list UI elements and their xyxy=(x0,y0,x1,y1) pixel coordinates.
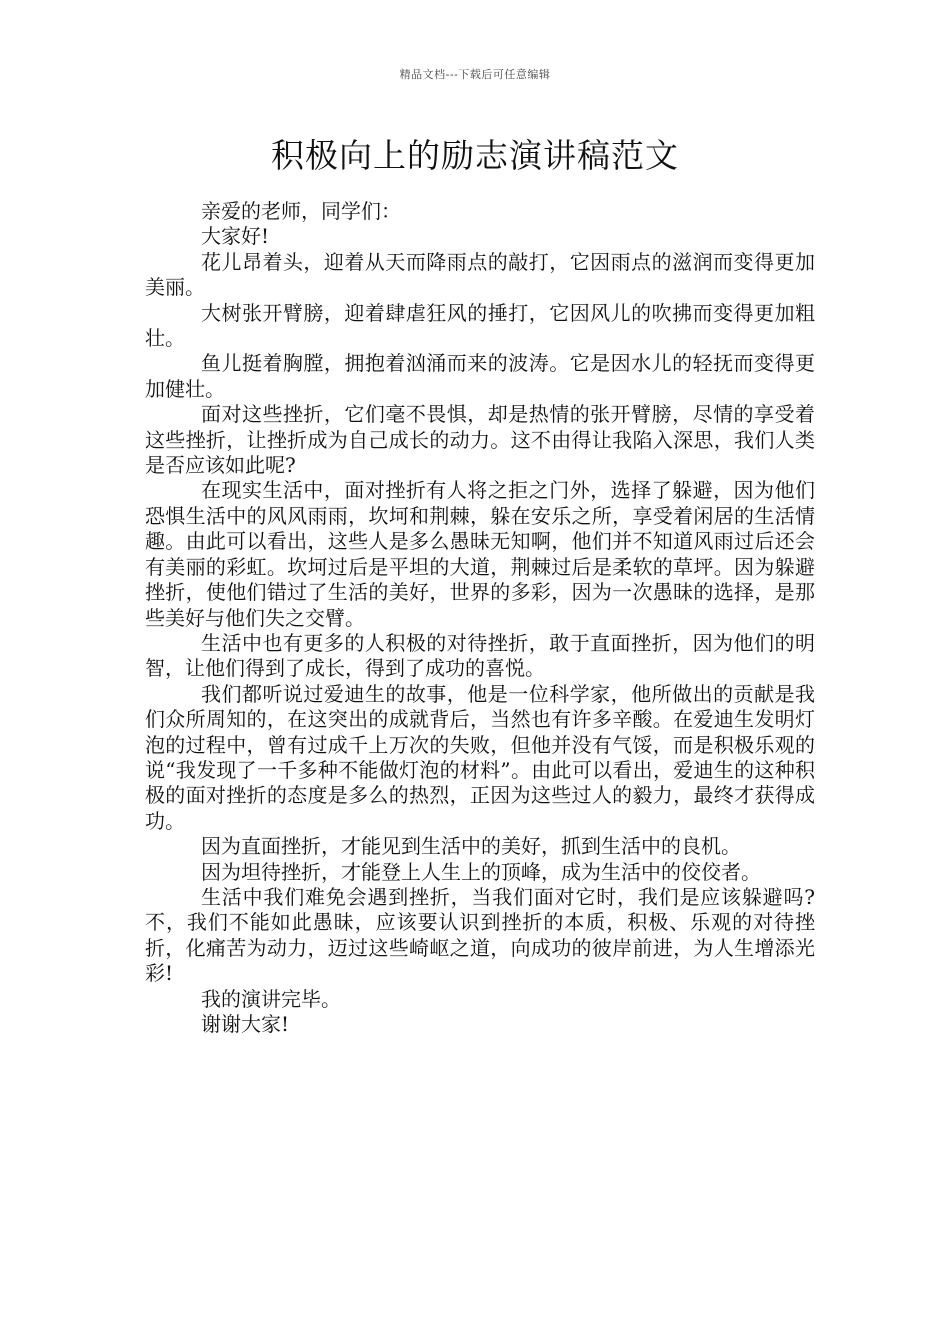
paragraph: 在现实生活中，面对挫折有人将之拒之门外，选择了躲避，因为他们恐惧生活中的风风雨雨，坎坷和荆棘，躲在安乐之所，享受着闲居的生活情趣。由此可以看出，这些人是多么愚昧无知啊，他们并不知道风雨过后还会有美丽的彩虹。坎坷过后是平坦的大道，荆棘过后是柔软的草坪。因为躲避挫折，使他们错过了生活的美好，世界的多彩，因为一次愚昧的选择，是那些美好与他们失之交臂。 xyxy=(145,478,815,630)
document-body xyxy=(145,199,815,1037)
paragraph: 面对这些挫折，它们毫不畏惧，却是热情的张开臂膀，尽情的享受着这些挫折，让挫折成为自己成长的动力。这不由得让我陷入深思，我们人类是否应该如此呢? xyxy=(145,402,815,478)
paragraph: 花儿昂着头，迎着从天而降雨点的敲打，它因雨点的滋润而变得更加美丽。 xyxy=(145,249,815,300)
header-note: 精品文档---下载后可任意编辑 xyxy=(399,68,551,81)
paragraph: 大家好! xyxy=(201,224,270,249)
paragraph: 我的演讲完毕。 xyxy=(201,986,341,1011)
paragraph: 生活中也有更多的人积极的对待挫折，敢于直面挫折，因为他们的明智，让他们得到了成长，得到了成功的喜悦。 xyxy=(145,630,815,681)
paragraph: 因为坦待挫折，才能登上人生上的顶峰，成为生活中的佼佼者。 xyxy=(201,859,761,884)
paragraph: 我们都听说过爱迪生的故事，他是一位科学家，他所做出的贡献是我们众所周知的，在这突出的成就背后，当然也有许多辛酸。在爱迪生发明灯泡的过程中，曾有过成千上万次的失败，但他并没有气馁，而是积极乐观的说“我发现了一千多种不能做灯泡的材料”。由此可以看出，爱迪生的这种积极的面对挫折的态度是多么的热烈，正因为这些过人的毅力，最终才获得成功。 xyxy=(145,681,815,833)
paragraph: 生活中我们难免会遇到挫折，当我们面对它时，我们是应该躲避吗?不，我们不能如此愚昧，应该要认识到挫折的本质，积极、乐观的对待挫折，化痛苦为动力，迈过这些崎岖之道，向成功的彼岸前进，为人生增添光彩! xyxy=(145,884,815,986)
paragraph: 亲爱的老师，同学们： xyxy=(201,199,401,223)
paragraph: 大树张开臂膀，迎着肆虐狂风的捶打，它因风儿的吹拂而变得更加粗壮。 xyxy=(145,300,815,351)
paragraph: 谢谢大家! xyxy=(201,1012,290,1036)
paragraph: 因为直面挫折，才能见到生活中的美好，抓到生活中的良机。 xyxy=(201,834,741,859)
paragraph: 鱼儿挺着胸膛，拥抱着汹涌而来的波涛。它是因水儿的轻抚而变得更加健壮。 xyxy=(145,351,815,401)
document-title: 积极向上的励志演讲稿范文 xyxy=(271,136,679,175)
